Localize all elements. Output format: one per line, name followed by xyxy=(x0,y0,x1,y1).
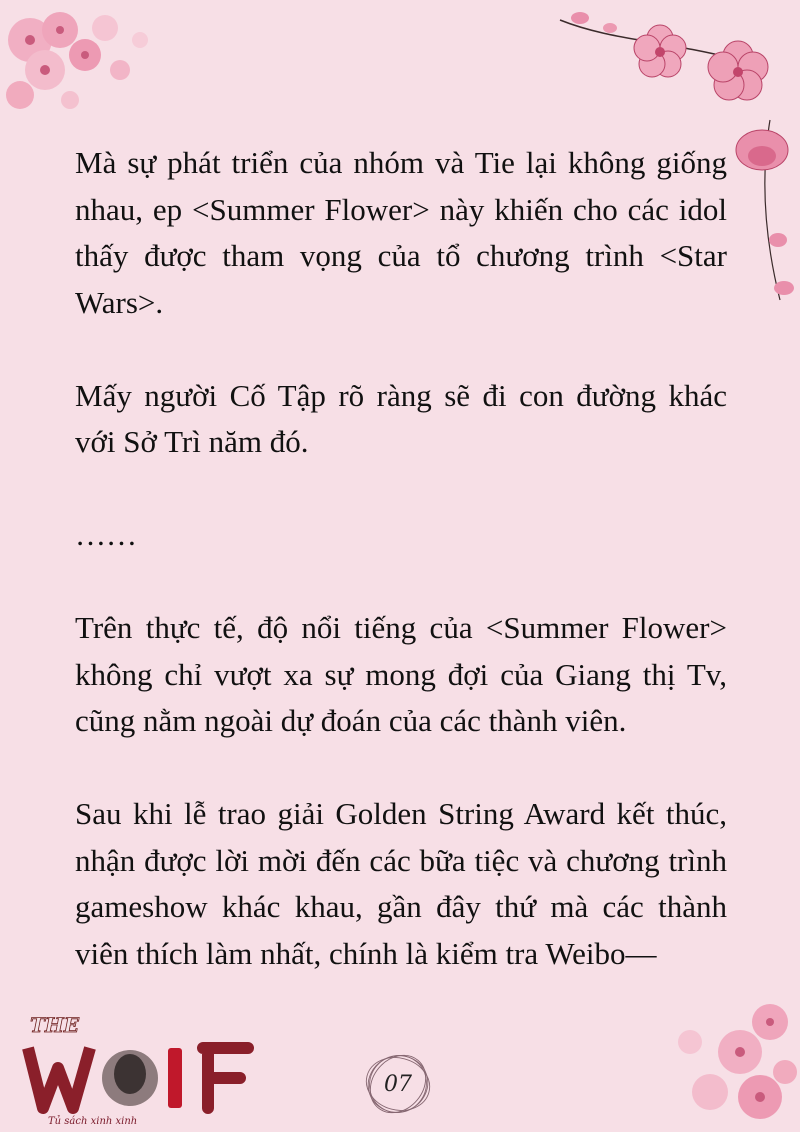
cherry-blossom-decoration-top-left xyxy=(0,0,180,140)
the-wolf-logo xyxy=(18,1008,288,1132)
page-number-label: 07 xyxy=(384,1071,412,1097)
paragraph: Trên thực tế, độ nổi tiếng của <Summer Flower> không chỉ vượt xa sự mong đợi của Giang thị Tv, cũng nằm ngoài dự đoán của các thành viên. xyxy=(75,610,727,738)
page-number xyxy=(356,1052,440,1116)
paragraph: Mà sự phát triển của nhóm và Tie lại không giống nhau, ep <Summer Flower> này khiến cho các idol thấy được tham vọng của tổ chương trình <Star Wars>. xyxy=(75,145,727,320)
paragraph-separator: …… xyxy=(75,517,137,552)
svg-text:THE: THE xyxy=(30,1013,80,1037)
cherry-blossom-decoration-bottom-right xyxy=(650,982,800,1132)
chapter-text xyxy=(75,140,727,977)
paragraph: Sau khi lễ trao giải Golden String Award kết thúc, nhận được lời mời đến các bữa tiệc và chương trình gameshow khác khau, gần đây thứ mà các thành viên thích làm nhất, chính là kiểm tra Weibo— xyxy=(75,796,727,971)
paragraph: Mấy người Cố Tập rõ ràng sẽ đi con đường khác với Sở Trì năm đó. xyxy=(75,377,727,459)
svg-text:Tủ sách xinh xinh: Tủ sách xinh xinh xyxy=(48,1116,138,1127)
